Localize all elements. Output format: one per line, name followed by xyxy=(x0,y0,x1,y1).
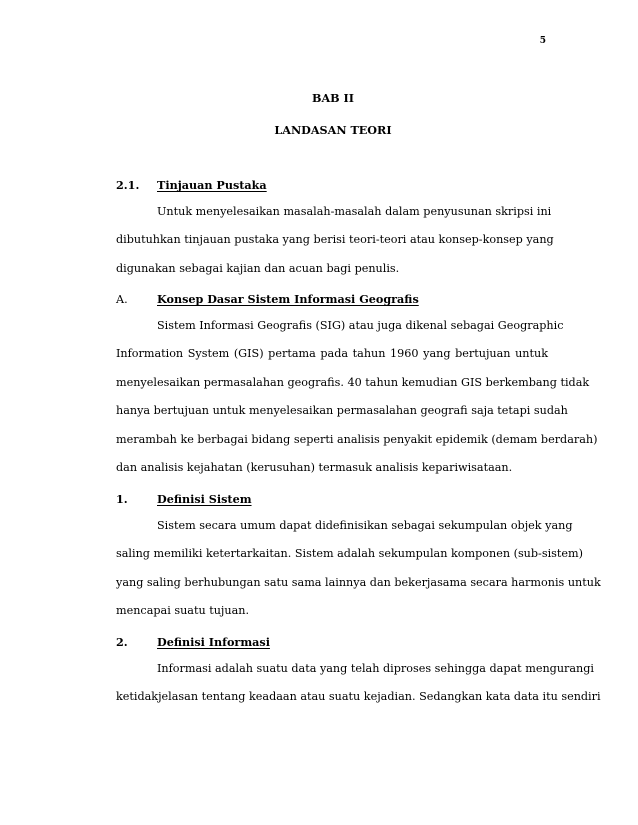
section-heading-2-1 xyxy=(116,178,267,192)
section-heading-2 xyxy=(116,635,270,649)
paragraph-line: Sistem Informasi Geografis (SIG) atau juga dikenal sebagai Geographic xyxy=(157,319,564,332)
paragraph-line: dibutuhkan tinjauan pustaka yang berisi teori-teori atau konsep-konsep yang xyxy=(116,233,554,247)
paragraph-konsep-sig xyxy=(116,312,598,482)
paragraph-line: saling memiliki ketertarkaitan. Sistem adalah sekumpulan komponen (sub-sistem) xyxy=(116,547,583,561)
paragraph-line: dan analisis kejahatan (kerusuhan) termasuk analisis kepariwisataan. xyxy=(116,461,513,475)
section-number: 1. xyxy=(116,492,128,506)
page-number: 5 xyxy=(539,36,546,46)
paragraph-line: Untuk menyelesaikan masalah-masalah dalam penyusunan skripsi ini xyxy=(157,205,552,218)
section-heading-1 xyxy=(116,492,252,506)
paragraph-tinjauan-pustaka xyxy=(116,198,554,283)
section-title: Konsep Dasar Sistem Informasi Geografis xyxy=(157,292,419,306)
paragraph-line: ketidakjelasan tentang keadaan atau suatu kejadian. Sedangkan kata data itu sendiri xyxy=(116,690,601,704)
paragraph-line: Sistem secara umum dapat didefinisikan sebagai sekumpulan objek yang xyxy=(157,519,573,532)
paragraph-definisi-informasi xyxy=(116,655,601,712)
paragraph-line: Information System (GIS) pertama pada tahun 1960 yang bertujuan untuk xyxy=(116,347,548,361)
section-title: Tinjauan Pustaka xyxy=(157,178,267,192)
paragraph-definisi-sistem xyxy=(116,512,601,626)
section-heading-a xyxy=(116,292,419,306)
paragraph-line: mencapai suatu tujuan. xyxy=(116,604,250,618)
section-number: A. xyxy=(116,293,128,306)
paragraph-line: hanya bertujuan untuk menyelesaikan permasalahan geografi saja tetapi sudah xyxy=(116,404,568,418)
section-title: Definisi Sistem xyxy=(157,492,252,506)
chapter-title: LANDASAN TEORI xyxy=(274,123,392,137)
paragraph-line: merambah ke berbagai bidang seperti analisis penyakit epidemik (demam berdarah) xyxy=(116,432,598,446)
section-number: 2. xyxy=(116,635,128,649)
paragraph-line: Informasi adalah suatu data yang telah diproses sehingga dapat mengurangi xyxy=(157,662,595,675)
section-title: Definisi Informasi xyxy=(157,635,270,649)
chapter-label: BAB II xyxy=(312,91,354,105)
paragraph-line: yang saling berhubungan satu sama lainnya dan bekerjasama secara harmonis untuk xyxy=(116,575,601,589)
section-number: 2.1. xyxy=(116,178,140,192)
paragraph-line: digunakan sebagai kajian dan acuan bagi penulis. xyxy=(116,261,400,275)
paragraph-line: menyelesaikan permasalahan geografis. 40 tahun kemudian GIS berkembang tidak xyxy=(116,375,590,389)
